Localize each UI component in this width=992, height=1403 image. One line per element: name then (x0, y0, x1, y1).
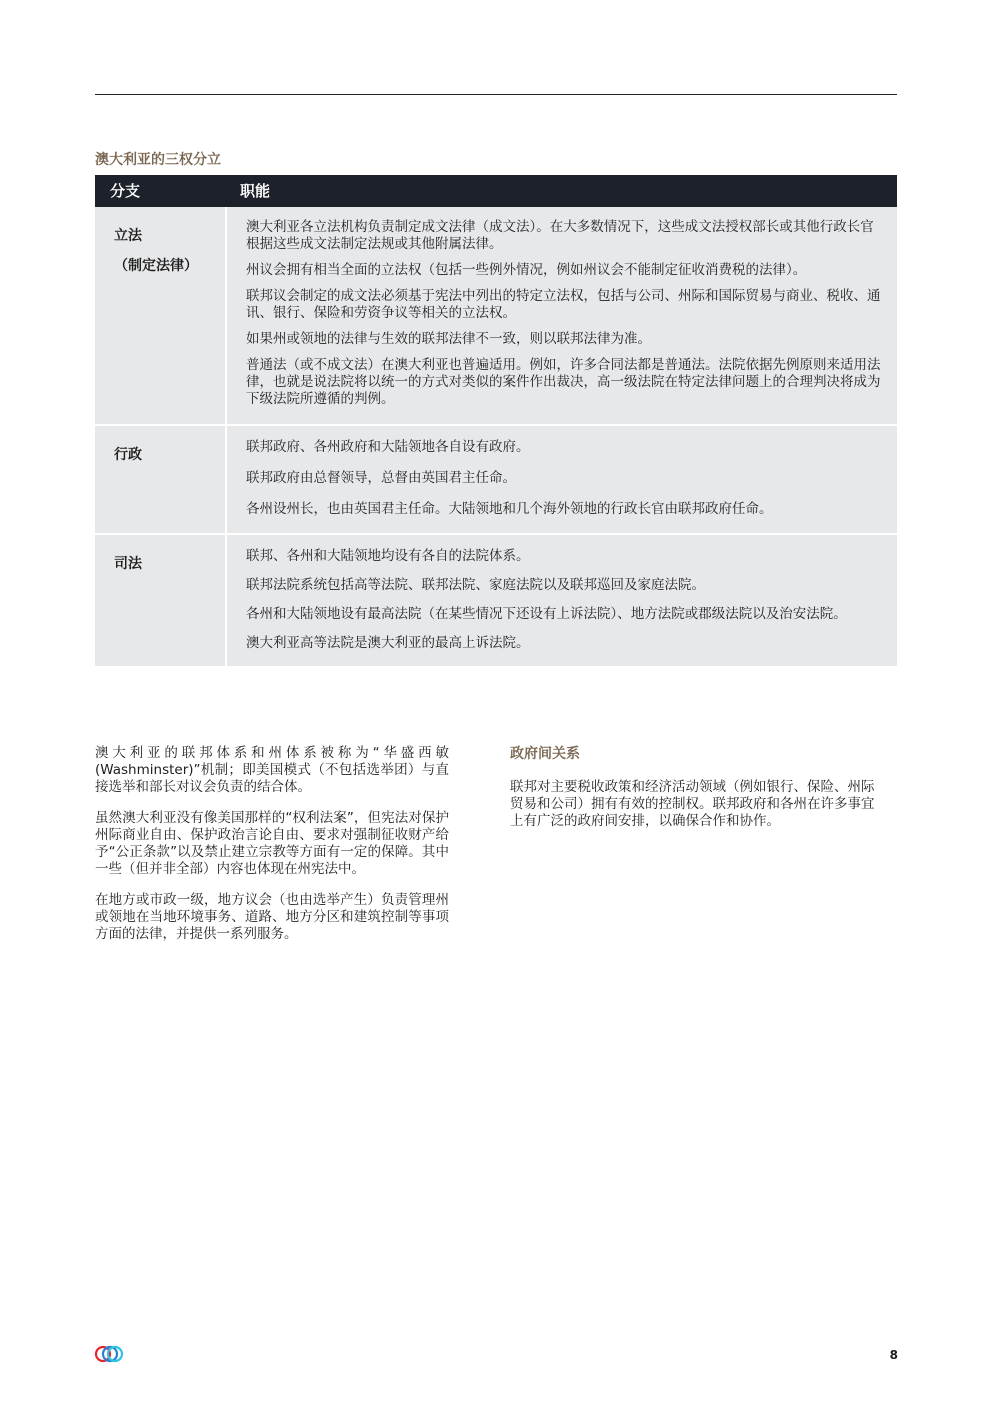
left-column (95, 745, 449, 957)
function-paragraph: 联邦政府由总督领导，总督由英国君主任命。 (246, 470, 516, 486)
function-paragraph: 各州和大陆领地设有最高法院（在某些情况下还设有上诉法院）、地方法院或郡级法院以及治安法院。 (246, 606, 847, 622)
table-header (95, 175, 897, 207)
function-paragraph: 联邦政府、各州政府和大陆领地各自设有政府。 (246, 439, 530, 455)
function-cell (227, 426, 897, 533)
page-number: 8 (889, 1348, 898, 1362)
function-paragraph: 澳大利亚高等法院是澳大利亚的最高上诉法院。 (246, 635, 530, 651)
branch-cell (95, 426, 225, 533)
branch-subtitle: （制定法律） (114, 258, 198, 274)
function-paragraph: 州议会拥有相当全面的立法权（包括一些例外情况，例如州议会不能制定征收消费税的法律）。 (246, 262, 807, 278)
table-row-legislative (95, 207, 897, 426)
body-paragraph: 联邦对主要税收政策和经济活动领域（例如银行、保险、州际贸易和公司）拥有有效的控制权。联邦政府和各州在许多事宜上有广泛的政府间安排，以确保合作和协作。 (510, 779, 875, 829)
table-row-executive (95, 426, 897, 535)
right-column (510, 745, 880, 830)
top-divider (95, 94, 897, 95)
table-row-judicial (95, 535, 897, 666)
branch-cell (95, 535, 225, 666)
branch-name: 立法 (114, 228, 142, 244)
branch-name: 司法 (114, 556, 142, 572)
interlocking-rings-logo-icon (94, 1345, 124, 1363)
function-cell (227, 535, 897, 666)
header-function: 职能 (240, 182, 271, 200)
function-paragraph: 澳大利亚各立法机构负责制定成文法律（成文法）。在大多数情况下，这些成文法授权部长或其他行政长官根据这些成文法制定法规或其他附属法律。 (246, 219, 874, 252)
function-paragraph: 各州设州长，也由英国君主任命。大陆领地和几个海外领地的行政长官由联邦政府任命。 (246, 501, 773, 517)
body-paragraph: 澳大利亚的联邦体系和州体系被称为“华盛西敏(Washminster)”机制；即美国模式（不包括选举团）与直接选举和部长对议会负责的结合体。 (95, 745, 449, 795)
header-branch: 分支 (110, 182, 141, 200)
branch-name: 行政 (114, 447, 142, 463)
body-paragraph: 虽然澳大利亚没有像美国那样的“权利法案”，但宪法对保护州际商业自由、保护政治言论自由、要求对强制征收财产给予“公正条款”以及禁止建立宗教等方面有一定的保障。其中一些（但并非全部）内容也体现在州宪法中。 (95, 810, 449, 877)
branch-cell (95, 207, 225, 424)
section-heading: 政府间关系 (510, 746, 580, 762)
function-paragraph: 联邦、各州和大陆领地均设有各自的法院体系。 (246, 548, 530, 564)
function-paragraph: 联邦议会制定的成文法必须基于宪法中列出的特定立法权，包括与公司、州际和国际贸易与商业、税收、通讯、银行、保险和劳资争议等相关的立法权。 (246, 288, 881, 321)
function-paragraph: 如果州或领地的法律与生效的联邦法律不一致，则以联邦法律为准。 (246, 331, 651, 347)
separation-of-powers-table (95, 175, 897, 666)
function-paragraph: 联邦法院系统包括高等法院、联邦法院、家庭法院以及联邦巡回及家庭法院。 (246, 577, 705, 593)
function-paragraph: 普通法（或不成文法）在澳大利亚也普遍适用。例如，许多合同法都是普通法。法院依据先例原则来适用法律，也就是说法院将以统一的方式对类似的案件作出裁决，高一级法院在特定法律问题上的合理判决将成为下级法院所遵循的判例。 (246, 357, 881, 407)
body-paragraph: 在地方或市政一级，地方议会（也由选举产生）负责管理州或领地在当地环境事务、道路、地方分区和建筑控制等事项方面的法律，并提供一系列服务。 (95, 892, 449, 942)
table-title: 澳大利亚的三权分立 (95, 152, 221, 168)
function-cell (227, 207, 897, 424)
